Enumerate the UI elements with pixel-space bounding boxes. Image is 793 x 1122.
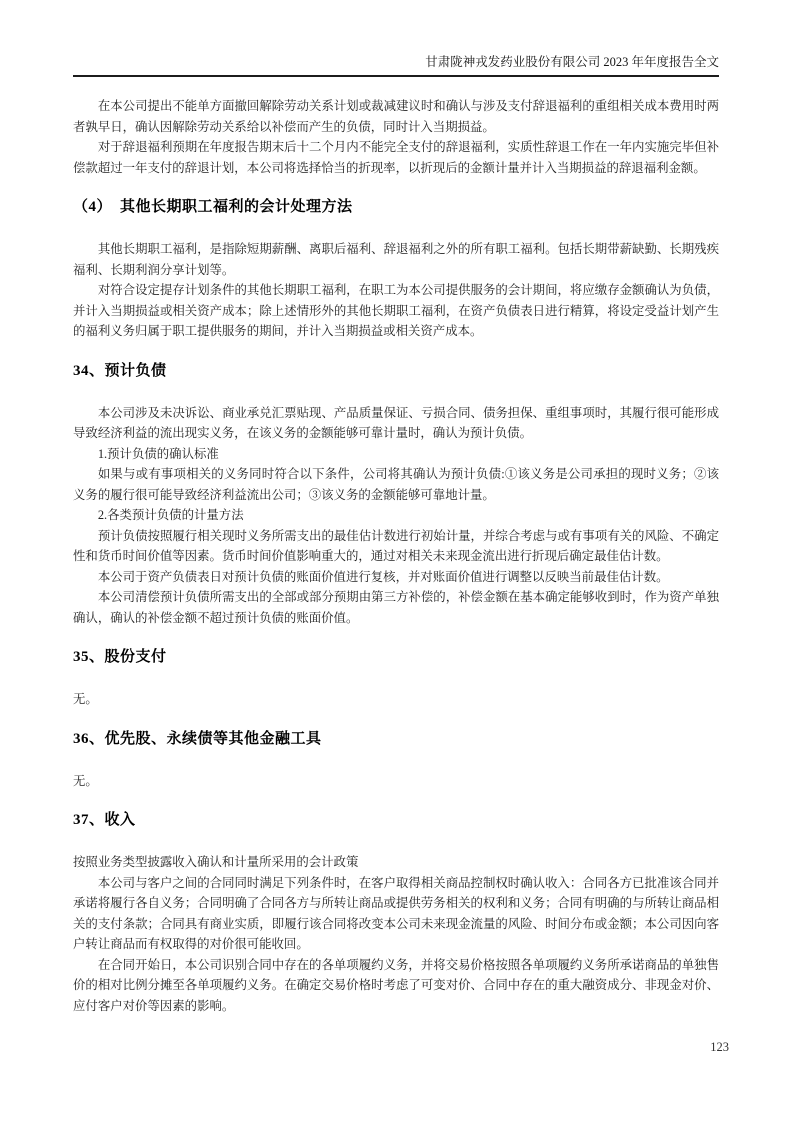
- paragraph-performance-obligations-allocation: 在合同开始日，本公司识别合同中存在的各单项履约义务，并将交易价格按照各单项履约义务所承诺商品的单独售价的相对比例分摊至各单项履约义务。在确定交易价格时考虑了可变对价、合同中存在的重大融资成分、非现金对价、应付客户对价等因素的影响。: [73, 957, 719, 1013]
- paragraph-revenue-recognition-conditions: 本公司与客户之间的合同同时满足下列条件时，在客户取得相关商品控制权时确认收入：合同各方已批准该合同并承诺将履行各自义务；合同明确了合同各方与所转让商品或提供劳务相关的权利和义务；合同有明确的与所转让商品相关的支付条款；合同具有商业实质，即履行该合同将改变本公司未来现金流量的风险、时间分布或金额；本公司因向客户转让商品而有权取得的对价很可能收回。: [73, 875, 719, 951]
- heading-37-revenue: 37、收入: [73, 812, 136, 828]
- revenue-policy-disclosure-label: 按照业务类型披露收入确认和计量所采用的会计政策: [73, 855, 359, 869]
- none-text-other-financial-instruments: 无。: [73, 773, 98, 788]
- report-header: [73, 0, 719, 77]
- none-text-share-based-payment: 无。: [73, 692, 98, 706]
- report-header-title: 甘肃陇神戎发药业股份有限公司 2023 年年度报告全文: [425, 55, 719, 69]
- paragraph-other-longterm-benefits-definition: 其他长期职工福利，是指除短期薪酬、离职后福利、辞退福利之外的所有职工福利。包括长期带薪缺勤、长期残疾福利、长期利润分享计划等。: [73, 242, 719, 277]
- paragraph-balance-sheet-review: 本公司于资产负债表日对预计负债的账面价值进行复核，并对账面价值进行调整以反映当前最佳估计数。: [97, 569, 669, 584]
- subheading-recognition-criteria: 1.预计负债的确认标准: [97, 446, 219, 461]
- heading-34-estimated-liabilities: 34、预计负债: [73, 362, 167, 379]
- paragraph-third-party-compensation: 本公司清偿预计负债所需支出的全部或部分预期由第三方补偿的，补偿金额在基本确定能够收到时，作为资产单独确认，确认的补偿金额不超过预计负债的账面价值。: [73, 590, 719, 625]
- paragraph-measurement-best-estimate: 预计负债按照履行相关现时义务所需支出的最佳估计数进行初始计量，并综合考虑与或有事项有关的风险、不确定性和货币时间价值等因素。货币时间价值影响重大的，通过对相关未来现金流出进行折现后确定最佳估计数。: [73, 528, 719, 563]
- page-number: 123: [710, 1040, 729, 1054]
- paragraph-recognition-conditions: 如果与或有事项相关的义务同时符合以下条件，公司将其确认为预计负债:①该义务是公司承担的现时义务；②该义务的履行很可能导致经济利益流出公司；③该义务的金额能够可靠地计量。: [73, 467, 719, 502]
- subheading-measurement-methods: 2.各类预计负债的计量方法: [97, 508, 244, 522]
- heading-36-preferred-shares-perpetual-bonds: 36、优先股、永续债等其他金融工具: [73, 730, 322, 747]
- report-body: [73, 77, 719, 1016]
- heading-35-share-based-payment: 35、股份支付: [73, 649, 167, 665]
- paragraph-other-longterm-benefits-accounting: 对符合设定提存计划条件的其他长期职工福利，在职工为本公司提供服务的会计期间，将应缴存金额确认为负债，并计入当期损益或相关资产成本；除上述情形外的其他长期职工福利，在资产负债表日进行精算，将设定受益计划产生的福利义务归属于职工提供服务的期间，并计入当期损益或相关资产成本。: [73, 283, 719, 338]
- paragraph-termination-benefit-discount: 对于辞退福利预期在年度报告期末后十二个月内不能完全支付的辞退福利，实质性辞退工作在一年内实施完毕但补偿款超过一年支付的辞退计划，本公司将选择恰当的折现率，以折现后的金额计量并计入当期损益的辞退福利金额。: [73, 140, 719, 175]
- paragraph-estimated-liabilities-scope: 本公司涉及未决诉讼、商业承兑汇票贴现、产品质量保证、亏损合同、债务担保、重组事项时，其履行很可能形成导致经济利益的流出现实义务，在该义务的金额能够可靠计量时，确认为预计负债。: [73, 405, 719, 440]
- paragraph-termination-benefit-recognition: 在本公司提出不能单方面撤回解除劳动关系计划或裁减建议时和确认与涉及支付辞退福利的重组相关成本费用时两者孰早日，确认因解除劳动关系给以补偿而产生的负债，同时计入当期损益。: [73, 99, 719, 134]
- heading-4-other-longterm-employee-benefits: （4） 其他长期职工福利的会计处理方法: [73, 199, 353, 215]
